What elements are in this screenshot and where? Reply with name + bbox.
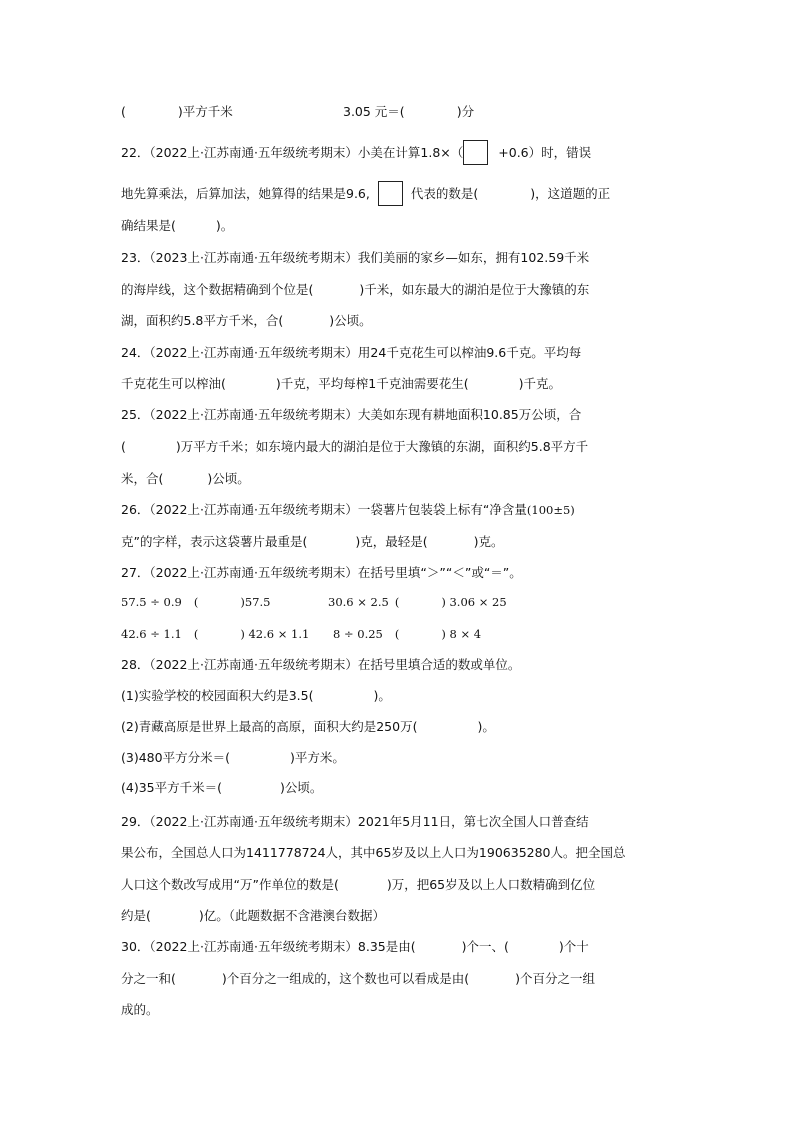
q22-line2: 地先算乘法，后算加法，她算得的结果是9.6, 代表的数是( )，这道题的正 xyxy=(121,182,610,207)
q29-line3: 人口这个数改写成用“万”作单位的数是( )万，把65岁及以上人口数精确到亿位 xyxy=(121,877,596,892)
q27-item: 42.6 ÷ 1.1 ( ) 42.6 × 1.1 xyxy=(121,627,310,641)
top-line: ( )平方千米 xyxy=(121,104,233,119)
q26-line2: 克”的字样，表示这袋薯片最重是( )克，最轻是( )克。 xyxy=(121,534,504,549)
q29-line4: 约是( )亿。（此题数据不含港澳台数据） xyxy=(121,908,386,923)
top-line-right: 3.05 元＝( )分 xyxy=(343,104,475,119)
q27-item: 8 ÷ 0.25 ( ) 8 × 4 xyxy=(333,627,482,641)
q28-item3: (3)480平方分米＝( )平方米。 xyxy=(121,750,345,765)
q30-line1: 30．（2022上·江苏南通·五年级统考期末）8.35是由( )个一、( )个十 xyxy=(121,939,589,954)
q22-line3: 确结果是( )。 xyxy=(121,218,234,233)
q23-line1: 23．（2023上·江苏南通·五年级统考期末）我们美丽的家乡—如东，拥有102.59千米 xyxy=(121,250,590,265)
unknown-box xyxy=(378,181,403,206)
q29-line1: 29．（2022上·江苏南通·五年级统考期末）2021年5月11日，第七次全国人口普查结 xyxy=(121,814,589,829)
q25-line2: ( )万平方千米；如东境内最大的湖泊是位于大豫镇的东湖，面积约5.8平方千 xyxy=(121,439,589,454)
q28-item4: (4)35平方千米＝( )公顷。 xyxy=(121,780,323,795)
q27-item: 57.5 ÷ 0.9 ( )57.5 xyxy=(121,595,271,609)
q25-line1: 25．（2022上·江苏南通·五年级统考期末）大美如东现有耕地面积10.85万公顷，合 xyxy=(121,407,582,422)
q27-line1: 27．（2022上·江苏南通·五年级统考期末）在括号里填“＞”“＜”或“＝”。 xyxy=(121,565,522,580)
q24-line2: 千克花生可以榨油( )千克，平均每榨1千克油需要花生( )千克。 xyxy=(121,376,561,391)
q23-line2: 的海岸线，这个数据精确到个位是( )千米，如东最大的湖泊是位于大豫镇的东 xyxy=(121,282,590,297)
q28-line1: 28．（2022上·江苏南通·五年级统考期末）在括号里填合适的数或单位。 xyxy=(121,657,521,672)
q30-line3: 成的。 xyxy=(121,1002,159,1017)
q27-item: 30.6 × 2.5 ( ) 3.06 × 25 xyxy=(328,595,507,609)
q25-line3: 米，合( )公顷。 xyxy=(121,471,250,486)
q29-line2: 果公布，全国总人口为1411778724人，其中65岁及以上人口为190635280人。把全国总 xyxy=(121,845,626,860)
q28-item1: (1)实验学校的校园面积大约是3.5( )。 xyxy=(121,688,391,703)
q28-item2: (2)青藏高原是世界上最高的高原，面积大约是250万( )。 xyxy=(121,719,495,734)
q26-line1: 26．（2022上·江苏南通·五年级统考期末）一袋薯片包装袋上标有“净含量(100±5) xyxy=(121,502,575,517)
q22-line1: 22．（2022上·江苏南通·五年级统考期末）小美在计算1.8×（ +0.6）时，错误 xyxy=(121,141,591,166)
q23-line3: 湖，面积约5.8平方千米，合( )公顷。 xyxy=(121,313,372,328)
unknown-box xyxy=(463,140,488,165)
q24-line1: 24．（2022上·江苏南通·五年级统考期末）用24千克花生可以榨油9.6千克。平均每 xyxy=(121,345,582,360)
q30-line2: 分之一和( )个百分之一组成的，这个数也可以看成是由( )个百分之一组 xyxy=(121,971,596,986)
